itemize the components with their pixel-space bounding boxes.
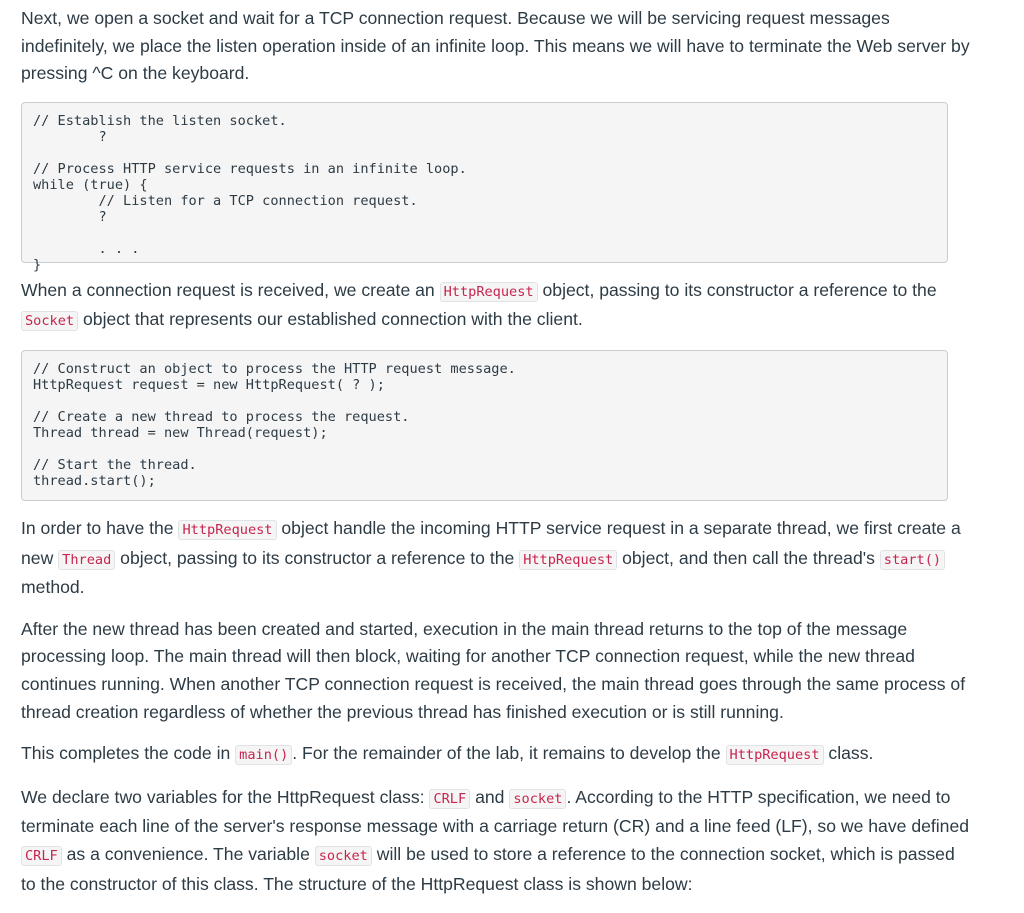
inline-code-crlf: CRLF xyxy=(21,846,62,866)
code-block-thread-creation: // Construct an object to process the HTTP request message. HttpRequest request = new HttpRequest( ? ); // Create a new thread to process the request. Thread thread = new Thread(request); // Start the thread. thread.start(); xyxy=(21,350,948,501)
paragraph-connection-received xyxy=(21,277,972,336)
inline-code-crlf: CRLF xyxy=(429,789,470,809)
text: object, passing to its constructor a reference to the xyxy=(115,547,520,568)
inline-code-httprequest: HttpRequest xyxy=(440,282,538,302)
text: and xyxy=(470,786,510,807)
inline-code-httprequest: HttpRequest xyxy=(519,550,617,570)
text: This completes the code in xyxy=(21,743,236,764)
paragraph-variables xyxy=(21,784,972,898)
code-block-listen-loop: // Establish the listen socket. ? // Process HTTP service requests in an infinite loop. while (true) { // Listen for a TCP connection request. ? . . . } xyxy=(21,102,948,263)
text: object handle the incoming HTTP service request in a separate thread, we first create a new xyxy=(21,517,961,568)
inline-code-main: main() xyxy=(235,745,292,765)
inline-code-socket: socket xyxy=(509,789,566,809)
inline-code-httprequest: HttpRequest xyxy=(726,745,824,765)
inline-code-start: start() xyxy=(880,550,945,570)
inline-code-thread: Thread xyxy=(58,550,115,570)
text: object that represents our established connection with the client. xyxy=(78,309,583,330)
text: as a convenience. The variable xyxy=(61,843,315,864)
text: method. xyxy=(21,577,85,598)
inline-code-httprequest: HttpRequest xyxy=(178,520,276,540)
text: We declare two variables for the HttpRequest class: xyxy=(21,786,430,807)
text: object, passing to its constructor a reference to the xyxy=(537,279,937,300)
paragraph-listen-intro: Next, we open a socket and wait for a TCP connection request. Because we will be servicing request messages indefinitely, we place the listen operation inside of an infinite loop. This means we will have to terminate the Web server by pressing ^C on the keyboard. xyxy=(21,8,970,84)
paragraph-main-complete xyxy=(21,740,972,770)
paragraph-main-thread-loop: After the new thread has been created and started, execution in the main thread returns to the top of the message processing loop. The main thread will then block, waiting for another TCP connection request, while the new thread continues running. When another TCP connection request is received, the main thread goes through the same process of thread creation regardless of whether the previous thread has finished execution or is still running. xyxy=(21,618,966,722)
text: In order to have the xyxy=(21,517,179,538)
text: . For the remainder of the lab, it remains to develop the xyxy=(292,743,726,764)
paragraph-separate-thread xyxy=(21,515,972,602)
inline-code-socket: socket xyxy=(315,846,372,866)
text: . According to the HTTP specification, we need to terminate each line of the server's response message with a carriage return (CR) and a line feed (LF), so we have defined xyxy=(21,786,970,837)
inline-code-socket: Socket xyxy=(21,311,78,331)
text: class. xyxy=(823,743,874,764)
text: When a connection request is received, we create an xyxy=(21,279,440,300)
text: will be used to store a reference to the connection socket, which is passed to the constructor of this class. The structure of the HttpRequest class is shown below: xyxy=(21,843,955,894)
text: object, and then call the thread's xyxy=(617,547,880,568)
